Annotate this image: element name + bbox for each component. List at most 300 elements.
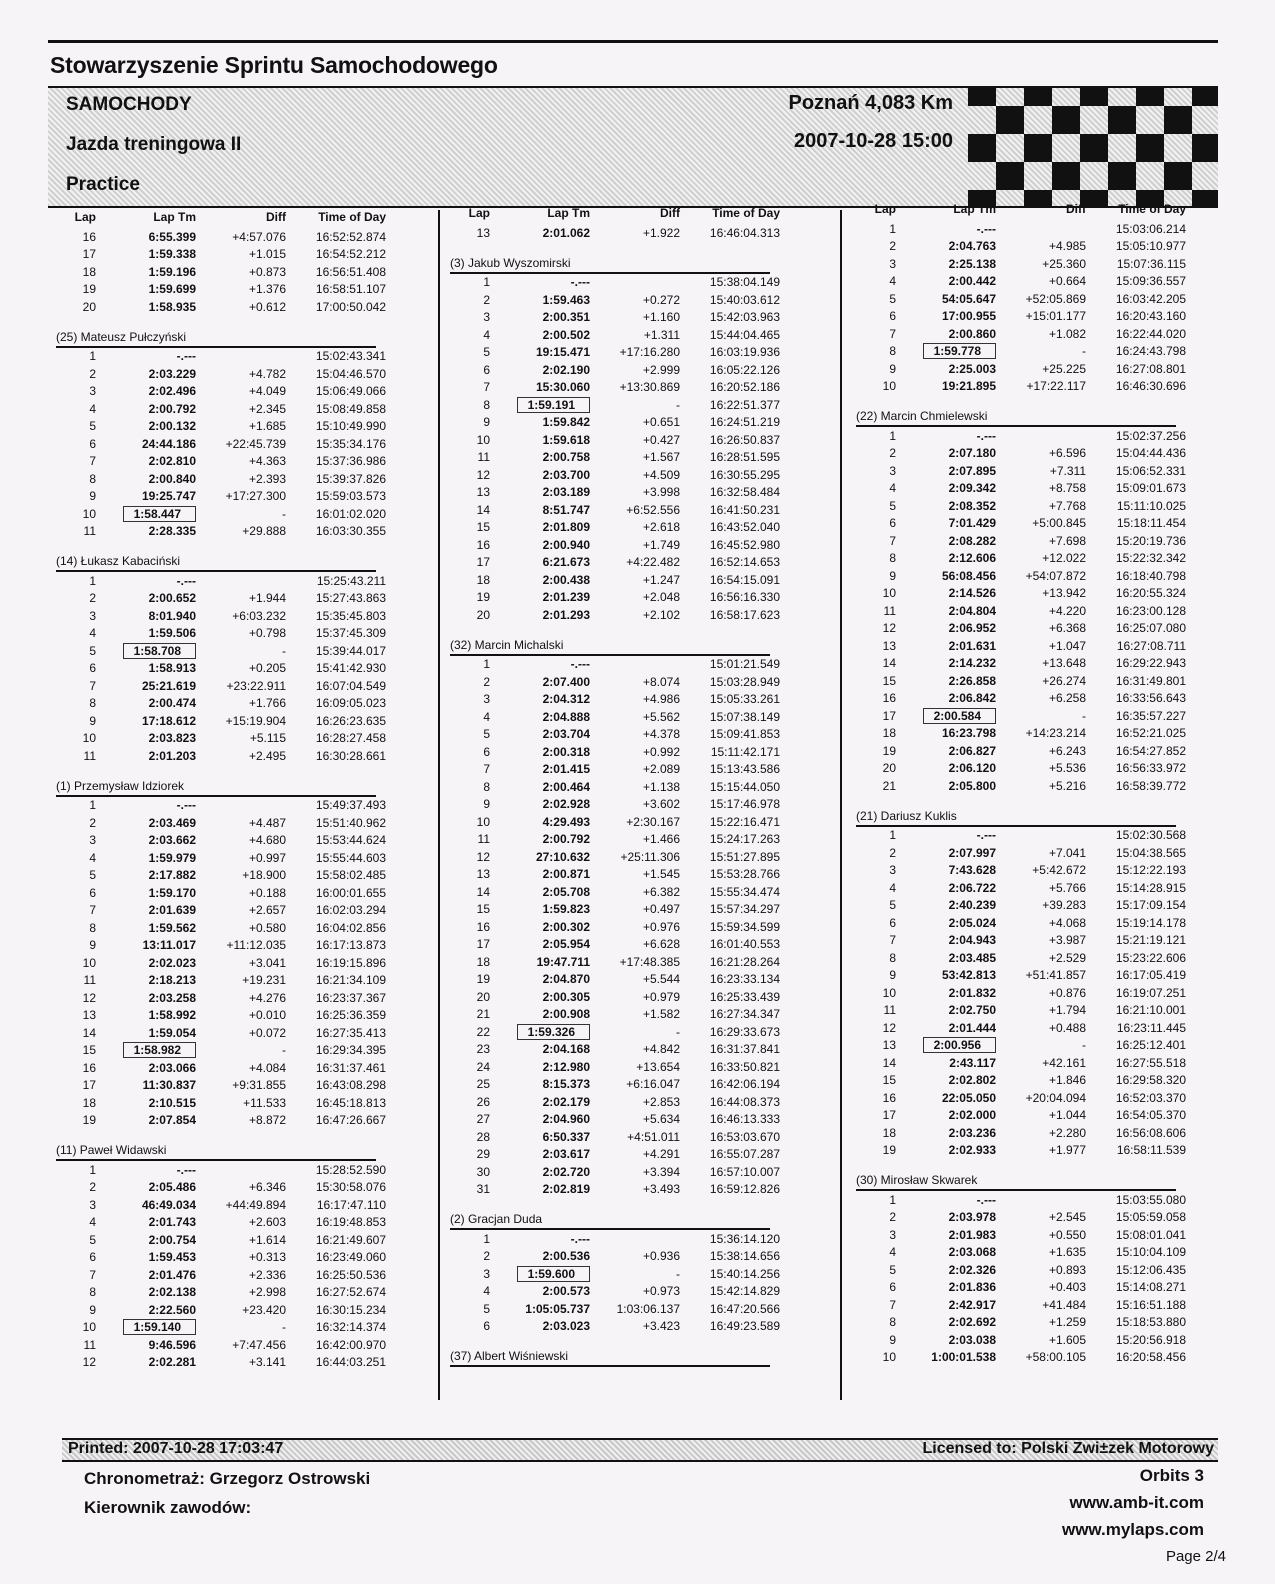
organization-title: Stowarzyszenie Sprintu Samochodowego: [50, 52, 498, 78]
time-of-day: 16:18:40.798: [1115, 568, 1186, 583]
lap-time: 2:07.180: [948, 446, 996, 461]
time-of-day: 16:29:22.943: [1115, 656, 1186, 671]
lap-diff: +2.618: [642, 520, 680, 535]
lap-diff: +5.562: [642, 709, 680, 724]
lap-row: [856, 1331, 1186, 1349]
lap-row: [856, 255, 1186, 273]
lap-number: 1: [89, 573, 96, 588]
lap-row: [56, 400, 386, 418]
lap-diff: +4:22.482: [626, 555, 680, 570]
lap-row: [450, 589, 780, 607]
lap-number: 3: [889, 463, 896, 478]
time-of-day: 15:18:53.880: [1115, 1315, 1186, 1330]
lap-diff: +6.596: [1048, 446, 1086, 461]
lap-diff: +2.529: [1048, 950, 1086, 965]
time-of-day: 15:20:56.918: [1115, 1332, 1186, 1347]
lap-row: [450, 554, 780, 572]
driver-name: (25) Mateusz Pułczyński: [56, 330, 376, 348]
time-of-day: 16:32:58.484: [709, 485, 780, 500]
lap-number: 1: [483, 275, 490, 290]
time-of-day: 15:24:17.263: [709, 832, 780, 847]
time-of-day: 16:53:03.670: [709, 1129, 780, 1144]
lap-time: 1:59.506: [148, 626, 196, 641]
lap-row: [450, 1093, 780, 1111]
lap-time: 2:03.617: [542, 1147, 590, 1162]
lap-row: [856, 462, 1186, 480]
lap-row: [856, 827, 1186, 845]
lap-number: 17: [476, 937, 490, 952]
driver-name: (3) Jakub Wyszomirski: [450, 256, 770, 274]
lap-row: [450, 414, 780, 432]
lap-time: 56:08.456: [941, 568, 996, 583]
lap-diff: +8.758: [1048, 481, 1086, 496]
lap-diff: +4.068: [1048, 915, 1086, 930]
lap-row: [56, 625, 386, 643]
lap-row: [56, 642, 386, 660]
lap-diff: +4:51.011: [627, 1129, 680, 1144]
lap-number: 7: [889, 326, 896, 341]
lap-time: 2:00.464: [542, 779, 590, 794]
lap-diff: +2.545: [1048, 1210, 1086, 1225]
lap-time: 2:02.802: [948, 1073, 996, 1088]
lap-time: 2:04.870: [542, 972, 590, 987]
lap-diff: +0.936: [642, 1249, 680, 1264]
lap-time: -.---: [976, 1192, 996, 1207]
lap-number: 7: [483, 762, 490, 777]
lap-diff: +25:11.306: [620, 849, 680, 864]
lap-number: 11: [477, 450, 490, 465]
lap-row: [856, 602, 1186, 620]
time-of-day: 16:25:50.536: [315, 1267, 386, 1282]
lap-time: 2:01.239: [542, 590, 590, 605]
lap-diff: +0.664: [1048, 274, 1086, 289]
lap-row: [856, 844, 1186, 862]
lap-time: 2:07.997: [948, 845, 996, 860]
column-header: [450, 202, 780, 224]
lap-time: 2:08.282: [948, 533, 996, 548]
lap-diff: +1.614: [248, 1232, 286, 1247]
lap-time: 2:00.302: [542, 919, 590, 934]
lap-row: [856, 378, 1186, 396]
lap-time: 2:02.326: [948, 1262, 996, 1277]
lap-time: 1:59.842: [542, 415, 590, 430]
time-of-day: 15:51:27.895: [709, 849, 780, 864]
time-of-day: 15:49:37.493: [315, 798, 386, 813]
driver-name: (2) Gracjan Duda: [450, 1212, 770, 1230]
time-of-day: 15:04:38.565: [1115, 845, 1186, 860]
lap-time: 2:04.763: [948, 239, 996, 254]
lap-diff: +0.997: [248, 850, 286, 865]
time-of-day: 15:36:14.120: [709, 1231, 780, 1246]
lap-diff: +58:00.105: [1025, 1350, 1086, 1365]
lap-number: 8: [89, 1285, 96, 1300]
lap-diff: +22:45.739: [225, 436, 286, 451]
lap-number: 19: [82, 1113, 96, 1128]
lap-row: [450, 1318, 780, 1336]
time-of-day: 15:07:38.149: [709, 709, 780, 724]
lap-number: 20: [476, 607, 490, 622]
lap-diff: +3.602: [642, 797, 680, 812]
time-of-day: 16:33:50.821: [709, 1059, 780, 1074]
lap-row: [450, 431, 780, 449]
time-of-day: 16:04:02.856: [315, 920, 386, 935]
lap-row: [56, 383, 386, 401]
time-of-day: 16:44:03.251: [315, 1355, 386, 1370]
lap-diff: +13.648: [1042, 656, 1086, 671]
lap-diff: +1.138: [642, 779, 680, 794]
lap-row: [56, 1024, 386, 1042]
time-of-day: 16:46:30.696: [1115, 379, 1186, 394]
lap-row: [56, 814, 386, 832]
lap-row: [56, 365, 386, 383]
lap-row: [856, 862, 1186, 880]
lap-time: 2:02.810: [148, 454, 196, 469]
lap-number: 17: [82, 1078, 96, 1093]
lap-diff: +0.992: [642, 744, 680, 759]
lap-number: 6: [483, 744, 490, 759]
lap-diff: +17:27.300: [225, 489, 286, 504]
driver-name: (14) Łukasz Kabaciński: [56, 554, 376, 572]
time-of-day: 16:17:13.873: [315, 938, 386, 953]
time-of-day: 15:11:42.171: [710, 744, 780, 759]
best-lap-box: 1:59.778: [923, 343, 996, 359]
time-of-day: 15:05:59.058: [1115, 1210, 1186, 1225]
lap-time: 2:03.236: [948, 1125, 996, 1140]
time-of-day: 16:59:12.826: [709, 1182, 780, 1197]
best-lap-time: [896, 344, 996, 358]
lap-row: [450, 1146, 780, 1164]
time-of-day: 16:27:08.711: [1116, 638, 1186, 653]
lap-diff: +0.798: [248, 626, 286, 641]
lap-number: 21: [882, 778, 896, 793]
lap-time: 2:00.860: [948, 326, 996, 341]
lap-row: [56, 1161, 386, 1179]
lap-time: 9:46.596: [148, 1337, 196, 1352]
lap-time: 2:01.415: [542, 762, 590, 777]
lap-diff: +2.998: [248, 1285, 286, 1300]
lap-header: Lap: [74, 210, 96, 224]
lap-number: 5: [89, 868, 96, 883]
lap-row: [450, 883, 780, 901]
time-of-day: 16:52:03.370: [1115, 1090, 1186, 1105]
lap-time: -.---: [176, 573, 196, 588]
time-of-day: 15:28:52.590: [315, 1162, 386, 1177]
lap-diff: +7.311: [1049, 463, 1086, 478]
lap-time-header: Lap Tm: [953, 202, 996, 216]
lap-row: [56, 695, 386, 713]
time-of-day: 16:25:12.401: [1115, 1038, 1186, 1053]
lap-diff: +4.220: [1048, 603, 1086, 618]
lap-diff: +2.495: [248, 748, 286, 763]
time-of-day: 15:17:46.978: [709, 797, 780, 812]
time-of-day: 15:40:03.612: [709, 292, 780, 307]
time-of-day: 16:30:55.295: [709, 467, 780, 482]
lap-row: [450, 224, 780, 242]
lap-row: [856, 707, 1186, 725]
lap-diff: -: [282, 1320, 286, 1335]
lap-number: 10: [82, 1320, 96, 1335]
lap-row: [856, 1054, 1186, 1072]
lap-number: 2: [889, 239, 896, 254]
lap-diff: +4.986: [642, 692, 680, 707]
lap-time: 2:12.606: [948, 551, 996, 566]
time-of-day: 15:02:37.256: [1115, 428, 1186, 443]
lap-diff: +6.346: [248, 1180, 286, 1195]
lap-row: [450, 673, 780, 691]
lap-row: [856, 1002, 1186, 1020]
lap-time: 1:59.979: [148, 850, 196, 865]
lap-diff: +9:31.855: [232, 1078, 286, 1093]
lap-number: 16: [882, 691, 896, 706]
lap-number: 10: [476, 814, 490, 829]
lap-diff: +4.842: [642, 1042, 680, 1057]
lap-time: 2:06.120: [948, 761, 996, 776]
time-of-day: 16:21:28.264: [709, 954, 780, 969]
lap-time: 2:05.708: [542, 884, 590, 899]
time-of-day: 15:03:28.949: [709, 674, 780, 689]
lap-number: 8: [889, 950, 896, 965]
lap-time: 2:02.000: [948, 1108, 996, 1123]
time-of-day: 15:07:36.115: [1116, 256, 1186, 271]
lap-number: 14: [882, 1055, 896, 1070]
lap-diff: -: [282, 1043, 286, 1058]
lap-diff: +1.605: [1048, 1332, 1086, 1347]
lap-row: [56, 435, 386, 453]
lap-number: 11: [83, 973, 96, 988]
time-of-day: 16:41:50.231: [709, 502, 780, 517]
lap-row: [450, 274, 780, 292]
lap-diff: +44:49.894: [225, 1197, 286, 1212]
time-of-day: 16:26:23.635: [315, 713, 386, 728]
lap-number: 20: [476, 989, 490, 1004]
time-of-day: 15:01:21.549: [709, 657, 780, 672]
lap-diff: +0.313: [248, 1250, 286, 1265]
lap-diff: +5.544: [642, 972, 680, 987]
lap-row: [856, 1191, 1186, 1209]
lap-diff: -: [1082, 344, 1086, 359]
lap-diff: +1.545: [642, 867, 680, 882]
time-of-day: 16:33:56.643: [1115, 691, 1186, 706]
lap-row: [450, 1111, 780, 1129]
lap-time: 53:42.813: [941, 968, 996, 983]
software-label: Orbits 3: [1139, 1466, 1204, 1485]
lap-number: 9: [889, 968, 896, 983]
time-of-day: 15:11:10.025: [1116, 498, 1186, 513]
checkered-flag-icon: [968, 88, 1218, 206]
lap-row: [856, 1349, 1186, 1367]
lap-diff: +1.047: [1048, 638, 1086, 653]
lap-diff: +6:52.556: [626, 502, 680, 517]
lap-diff: -: [1082, 708, 1086, 723]
lap-number: 2: [483, 1249, 490, 1264]
time-of-day: 15:04:46.570: [315, 366, 386, 381]
lap-diff: +4.509: [642, 467, 680, 482]
lap-diff: +13.942: [1042, 586, 1086, 601]
director-label: Kierownik zawodów:: [84, 1498, 252, 1517]
lap-diff: +23.420: [242, 1302, 286, 1317]
lap-row: [56, 1077, 386, 1095]
time-of-day: 15:05:10.977: [1115, 239, 1186, 254]
lap-number: 19: [882, 743, 896, 758]
lap-diff: +20:04.094: [1025, 1090, 1086, 1105]
lap-row: [56, 1336, 386, 1354]
lap-row: [450, 466, 780, 484]
time-of-day: 16:17:05.419: [1115, 968, 1186, 983]
lap-number: 16: [476, 537, 490, 552]
printed-timestamp: Printed: 2007-10-28 17:03:47: [68, 1440, 284, 1457]
lap-time: 7:43.628: [948, 863, 996, 878]
time-of-day: 16:20:43.160: [1115, 309, 1186, 324]
lap-time: 2:02.138: [148, 1285, 196, 1300]
lap-time: 2:07.895: [948, 463, 996, 478]
time-of-day: 16:30:15.234: [315, 1302, 386, 1317]
lap-diff: +8.872: [248, 1113, 286, 1128]
lap-row: [56, 523, 386, 541]
lap-row: [56, 989, 386, 1007]
time-of-day: 16:46:04.313: [709, 225, 780, 240]
timekeeper-label: Chronometraż: Grzegorz Ostrowski: [84, 1469, 371, 1488]
lap-number: 2: [89, 1180, 96, 1195]
lap-diff: +1.977: [1048, 1143, 1086, 1158]
lap-diff: +1.044: [1048, 1108, 1086, 1123]
time-of-day: 15:15:44.050: [709, 779, 780, 794]
lap-time: 2:03.823: [148, 731, 196, 746]
driver-name: (11) Paweł Widawski: [56, 1143, 376, 1161]
lap-row: [450, 1283, 780, 1301]
lap-row: [856, 427, 1186, 445]
lap-diff: +29.888: [242, 524, 286, 539]
driver-name: (30) Mirosław Skwarek: [856, 1173, 1176, 1191]
lap-number: 18: [82, 264, 96, 279]
lap-time: 2:03.068: [948, 1245, 996, 1260]
amb-link[interactable]: www.amb-it.com: [1069, 1493, 1204, 1512]
lap-number: 4: [89, 850, 96, 865]
lap-diff: +4.049: [248, 384, 286, 399]
lap-row: [856, 1244, 1186, 1262]
lap-diff: +2.999: [642, 362, 680, 377]
lap-number: 10: [882, 379, 896, 394]
lap-time: 2:00.754: [148, 1232, 196, 1247]
lap-time: 2:04.168: [542, 1042, 590, 1057]
time-of-day: 15:06:49.066: [315, 384, 386, 399]
time-of-day: 15:10:04.109: [1115, 1245, 1186, 1260]
time-of-day: 16:20:52.186: [709, 380, 780, 395]
time-of-day: 16:05:22.126: [709, 362, 780, 377]
lap-time: 2:00.792: [148, 401, 196, 416]
lap-row: [56, 1196, 386, 1214]
time-of-day: 16:22:44.020: [1115, 326, 1186, 341]
lap-diff: +13.654: [636, 1059, 680, 1074]
lap-diff: +0.072: [248, 1025, 286, 1040]
lap-number: 8: [889, 344, 896, 359]
lap-diff: +15:01.177: [1025, 309, 1086, 324]
lap-time: 1:59.338: [148, 247, 196, 262]
time-of-day: 15:42:03.963: [709, 310, 780, 325]
time-of-day: 17:00:50.042: [315, 299, 386, 314]
time-of-day: 16:00:01.655: [315, 885, 386, 900]
lap-number: 5: [889, 1262, 896, 1277]
driver-name: (37) Albert Wiśniewski: [450, 1349, 770, 1367]
results-column-3: [856, 198, 1186, 1366]
lap-time: 2:00.474: [148, 696, 196, 711]
lap-diff: +1.015: [248, 247, 286, 262]
lap-row: [450, 1248, 780, 1266]
lap-number: 2: [483, 674, 490, 689]
lap-diff: +41.484: [1042, 1297, 1086, 1312]
lap-diff: +1.794: [1048, 1003, 1086, 1018]
lap-row: [450, 449, 780, 467]
time-of-day: 16:24:51.219: [709, 415, 780, 430]
lap-row: [56, 453, 386, 471]
results-column-2: [450, 202, 780, 1367]
lap-diff: -: [676, 397, 680, 412]
lap-diff: +1.749: [642, 537, 680, 552]
lap-time: 2:02.190: [542, 362, 590, 377]
time-of-day: 16:47:26.667: [315, 1113, 386, 1128]
lap-number: 16: [82, 1060, 96, 1075]
time-of-day: 16:28:27.458: [315, 731, 386, 746]
lap-number: 8: [89, 920, 96, 935]
time-of-day: 15:02:43.341: [315, 349, 386, 364]
lap-diff: +6.628: [642, 937, 680, 952]
lap-diff: +12.022: [1042, 551, 1086, 566]
lap-diff: +54:07.872: [1025, 568, 1086, 583]
lap-diff: +0.497: [642, 902, 680, 917]
lap-time: 6:55.399: [148, 229, 196, 244]
lap-row: [856, 1142, 1186, 1160]
lap-number: 5: [889, 498, 896, 513]
lap-time: 2:06.722: [948, 880, 996, 895]
lap-time: 2:04.312: [542, 692, 590, 707]
lap-number: 13: [476, 225, 490, 240]
lap-time: 8:01.940: [148, 608, 196, 623]
lap-diff: +0.651: [642, 415, 680, 430]
lap-diff: +42.161: [1042, 1055, 1086, 1070]
lap-number: 8: [89, 696, 96, 711]
lap-time: 2:00.442: [948, 274, 996, 289]
lap-diff: +2.336: [248, 1267, 286, 1282]
lap-number: 3: [889, 256, 896, 271]
lap-time: 2:03.978: [948, 1210, 996, 1225]
time-of-day: 16:27:08.801: [1115, 361, 1186, 376]
lap-diff: +0.580: [248, 920, 286, 935]
lap-diff: +4.782: [248, 366, 286, 381]
mylaps-link[interactable]: www.mylaps.com: [1061, 1520, 1204, 1539]
lap-number: 11: [83, 1337, 96, 1352]
lap-time: 8:51.747: [542, 502, 590, 517]
lap-diff: +1.766: [248, 696, 286, 711]
lap-time: 1:05:05.737: [525, 1301, 590, 1316]
time-of-day: 15:12:22.193: [1115, 863, 1186, 878]
lap-time: 2:02.023: [148, 955, 196, 970]
lap-diff: +0.893: [1048, 1262, 1086, 1277]
lap-diff: +0.612: [248, 299, 286, 314]
lap-number: 15: [476, 902, 490, 917]
time-of-day: 16:58:17.623: [709, 607, 780, 622]
lap-number: 2: [889, 446, 896, 461]
best-lap-box: 1:59.191: [517, 397, 590, 413]
lap-time: 2:03.485: [948, 950, 996, 965]
best-lap-time: [490, 1025, 590, 1039]
lap-row: [856, 497, 1186, 515]
best-lap-time: [96, 507, 196, 521]
lap-time: 27:10.632: [535, 849, 590, 864]
lap-time: 2:01.203: [148, 748, 196, 763]
lap-number: 1: [89, 798, 96, 813]
time-of-day: 15:06:52.331: [1115, 463, 1186, 478]
time-of-day: 16:03:30.355: [315, 524, 386, 539]
lap-diff: +1.082: [1048, 326, 1086, 341]
